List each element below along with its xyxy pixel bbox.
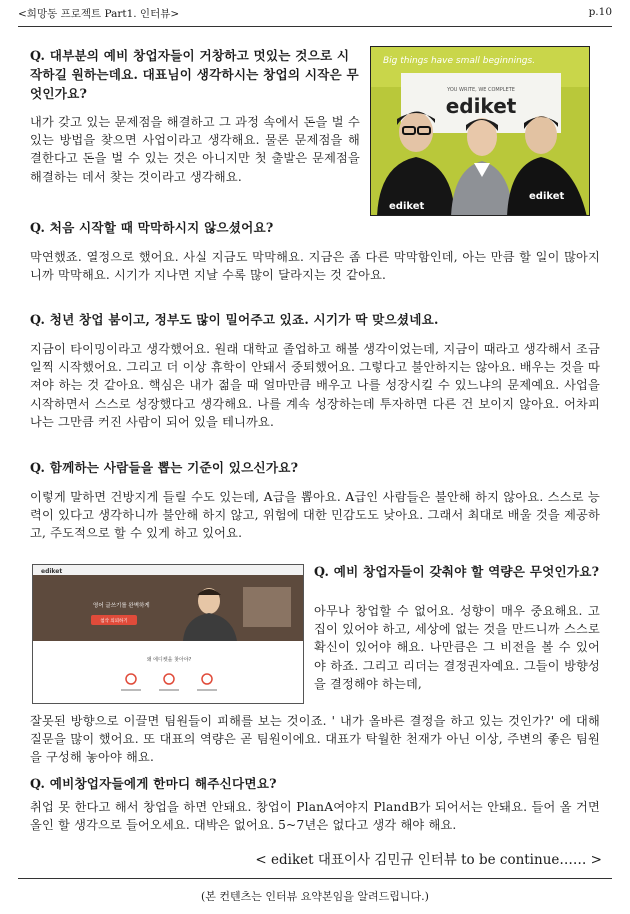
site-cta: 첨삭 의뢰하기	[100, 619, 128, 624]
answer-5-full: 잘못된 방향으로 이끌면 팀원들이 피해를 보는 것이죠. ' 내가 올바른 결정을 하고 있는 것인가?' 에 대해 질문을 많이 했어요. 또 대표의 역량은 곧 팀원이에요. 대표가 탁월한 천재가 아닌 이상, 주변의 좋은 팀원을 구성해 놓아야 해요.	[30, 714, 600, 765]
question-1: Q. 대부분의 예비 창업자들이 거창하고 멋있는 것으로 시작하길 원하는데요. 대표님이 생각하시는 창업의 시작은 무엇인가요?	[30, 48, 359, 101]
question-6: Q. 예비창업자들에게 한마디 해주신다면요?	[30, 776, 277, 791]
photo-logo: ediket	[445, 94, 517, 118]
question-3: Q. 청년 창업 붐이고, 정부도 많이 밀어주고 있죠. 시기가 딱 맞으셨네요.	[30, 312, 439, 327]
photo-banner-text: Big things have small beginnings.	[383, 56, 536, 66]
page-header	[18, 6, 612, 26]
website-screenshot	[32, 564, 304, 704]
header-rule	[18, 26, 612, 27]
answer-5-side: 아무나 창업할 수 없어요. 성향이 매우 중요해요. 고집이 있어야 하고, 세상에 없는 것을 만드니까 스스로 확신이 있어야 해요. 나만큼은 그 비전을 볼 수 있어야 하죠. 그리고 리더는 결정권자예요. 그들이 방향성을 결정해야 하는데,	[314, 604, 600, 691]
answer-1: 내가 갖고 있는 문제점을 해결하고 그 과정 속에서 돈을 벌 수 있는 방법을 찾으면 사업이라고 생각해요. 물론 문제점을 해결한다고 돈을 벌 수 있는 것은 아니지만 첫 출발은 문제점을 해결하는 데서 찾는 것이라고 생각해요.	[30, 115, 360, 184]
photo-shirt-left: ediket	[389, 201, 425, 212]
site-question: 왜 에디켓을 찾아야?	[146, 657, 192, 663]
interview-photo	[370, 46, 590, 216]
footer-rule	[18, 878, 612, 879]
page-number: p.10	[588, 6, 612, 18]
answer-4: 이렇게 말하면 건방지게 들릴 수도 있는데, A급을 뽑아요. A급인 사람들은 불안해 하지 않아요. 스스로 능력이 있다고 생각하니까 불안해 하지 않고, 위험에 대한 민감도도 낮아요. 그래서 최대로 배울 것을 제공하고, 주도적으로 할 수 있게 하고 있어요.	[30, 490, 600, 541]
website-screenshot-image	[33, 565, 304, 704]
closing-line: < ediket 대표이사 김민규 인터뷰 to be continue…… >	[255, 852, 602, 868]
footnote: (본 컨텐츠는 인터뷰 요약본임을 알려드립니다.)	[201, 890, 429, 903]
photo-sign-small: YOU WRITE, WE COMPLETE	[447, 87, 515, 93]
interview-photo-image	[371, 47, 590, 216]
answer-6: 취업 못 한다고 해서 창업을 하면 안돼요. 창업이 PlanA여야지 PlandB가 되어서는 안돼요. 들어 올 거면 올인 할 생각으로 들어오세요. 대박은 없어요. 5~7년은 없다고 생각 해야 해요.	[30, 800, 600, 833]
question-5: Q. 예비 창업자들이 갖춰야 할 역량은 무엇인가요?	[314, 564, 600, 579]
answer-3: 지금이 타이밍이라고 생각했어요. 원래 대학교 졸업하고 해볼 생각이었는데, 지금이 때라고 생각해서 조금 일찍 시작했어요. 그리고 더 이상 휴학이 안돼서 중퇴했어요. 그렇다고 불안하지는 않아요. 배우는 것을 따져야 하는 것 같아요. 핵심은 내가 젊을 때 얼마만큼 배우고 나를 성장시킬 수 있느냐의 문제예요. 사업을 시작하면서 스스로 성장했다고 생각해요. 나를 계속 성장하는데 투자하면 다른 건 보이지 않아요. 어차피 나는 그만큼 커진 사람이 되어 있을 테니까요.	[30, 342, 600, 429]
question-2: Q. 처음 시작할 때 막막하시지 않으셨어요?	[30, 220, 274, 235]
site-hero-text: 영어 글쓰기를 완벽하게	[93, 603, 150, 609]
answer-2: 막연했죠. 열정으로 했어요. 사실 지금도 막막해요. 지금은 좀 다른 막막함인데, 아는 만큼 할 일이 많아지니까 막막해요. 시기가 지나면 지날 수록 많이 달라지는 것 같아요.	[30, 250, 600, 283]
photo-shirt-right: ediket	[529, 191, 565, 202]
question-4: Q. 함께하는 사람들을 뽑는 기준이 있으신가요?	[30, 460, 299, 475]
site-logo: ediket	[41, 568, 63, 575]
header-title: <희망동 프로젝트 Part1. 인터뷰>	[18, 8, 180, 20]
